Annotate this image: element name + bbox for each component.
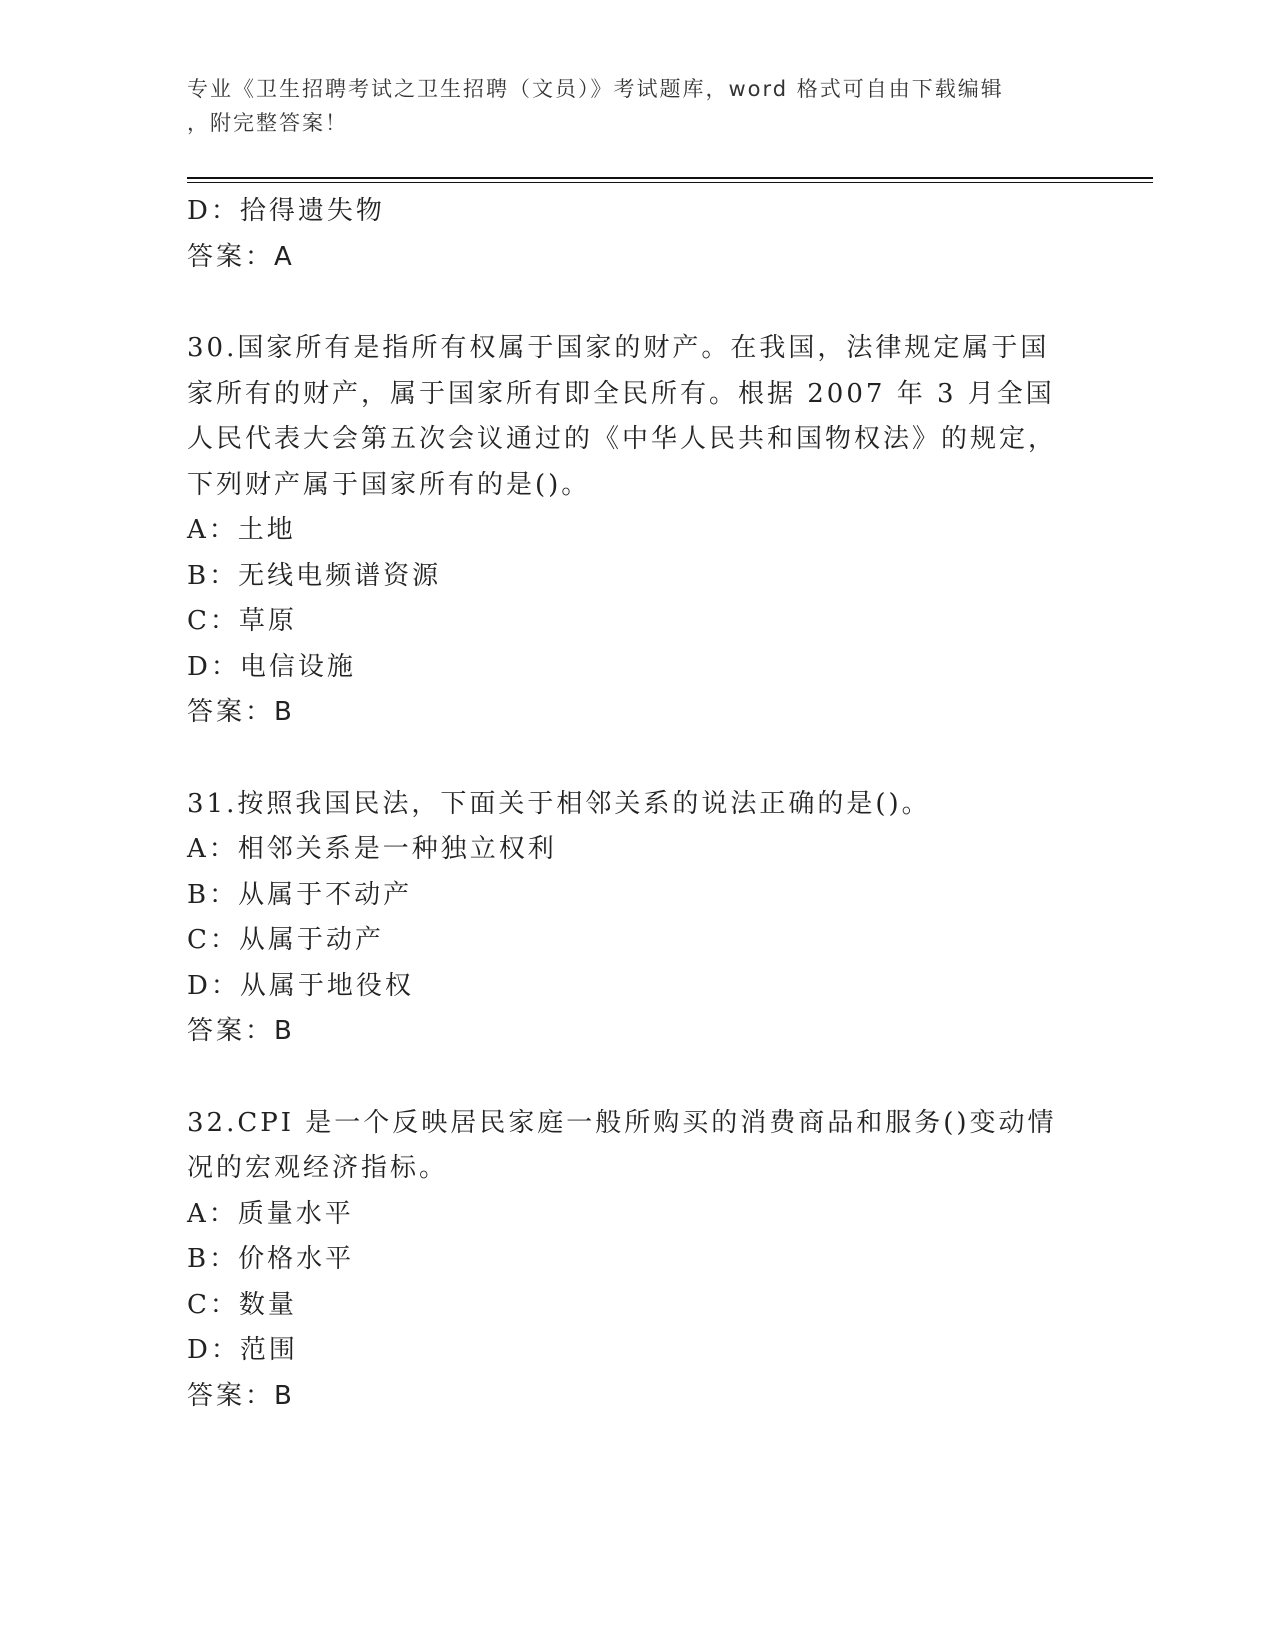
option-a: A：质量水平	[187, 1198, 354, 1229]
option-c: C：数量	[187, 1289, 297, 1320]
option-b: B：无线电频谱资源	[187, 560, 442, 591]
option-d: D：拾得遗失物	[187, 196, 385, 226]
answer: 答案：B	[187, 1380, 295, 1411]
question-list	[187, 189, 1087, 1419]
header-line-1: 专业《卫生招聘考试之卫生招聘（文员）》考试题库，word 格式可自由下载编辑	[187, 77, 1004, 101]
option-c: C：草原	[187, 606, 297, 636]
option-d: D：电信设施	[187, 651, 356, 682]
option-a: A：相邻关系是一种独立权利	[187, 834, 557, 864]
header-line-2: ，附完整答案！	[187, 111, 348, 135]
option-b: B：价格水平	[187, 1244, 355, 1274]
question-stem: 31.按照我国民法，下面关于相邻关系的说法正确的是()。	[187, 788, 931, 819]
answer: 答案：B	[187, 697, 295, 727]
header-divider-thin	[187, 182, 1153, 183]
question-30	[187, 326, 1087, 736]
question-31	[187, 782, 1087, 1055]
header-divider-thick	[187, 177, 1153, 179]
question-stem: 32.CPI 是一个反映居民家庭一般所购买的消费商品和服务()变动情况的宏观经济指标。	[187, 1107, 1057, 1183]
question-32	[187, 1101, 1087, 1420]
option-c: C：从属于动产	[187, 925, 384, 955]
option-d: D：从属于地役权	[187, 970, 414, 1001]
answer: 答案：B	[187, 1016, 295, 1046]
option-a: A：土地	[187, 515, 296, 545]
option-b: B：从属于不动产	[187, 879, 413, 910]
option-d: D：范围	[187, 1335, 298, 1365]
answer: 答案：A	[187, 241, 295, 272]
question-stem: 30.国家所有是指所有权属于国家的财产。在我国，法律规定属于国家所有的财产，属于国家所有即全民所有。根据 2007 年 3 月全国人民代表大会第五次会议通过的《中华人民共和国物权法》的规定，下列财产属于国家所有的是()。	[187, 333, 1058, 500]
previous-question-tail	[187, 189, 1087, 280]
page-header	[187, 72, 1067, 140]
